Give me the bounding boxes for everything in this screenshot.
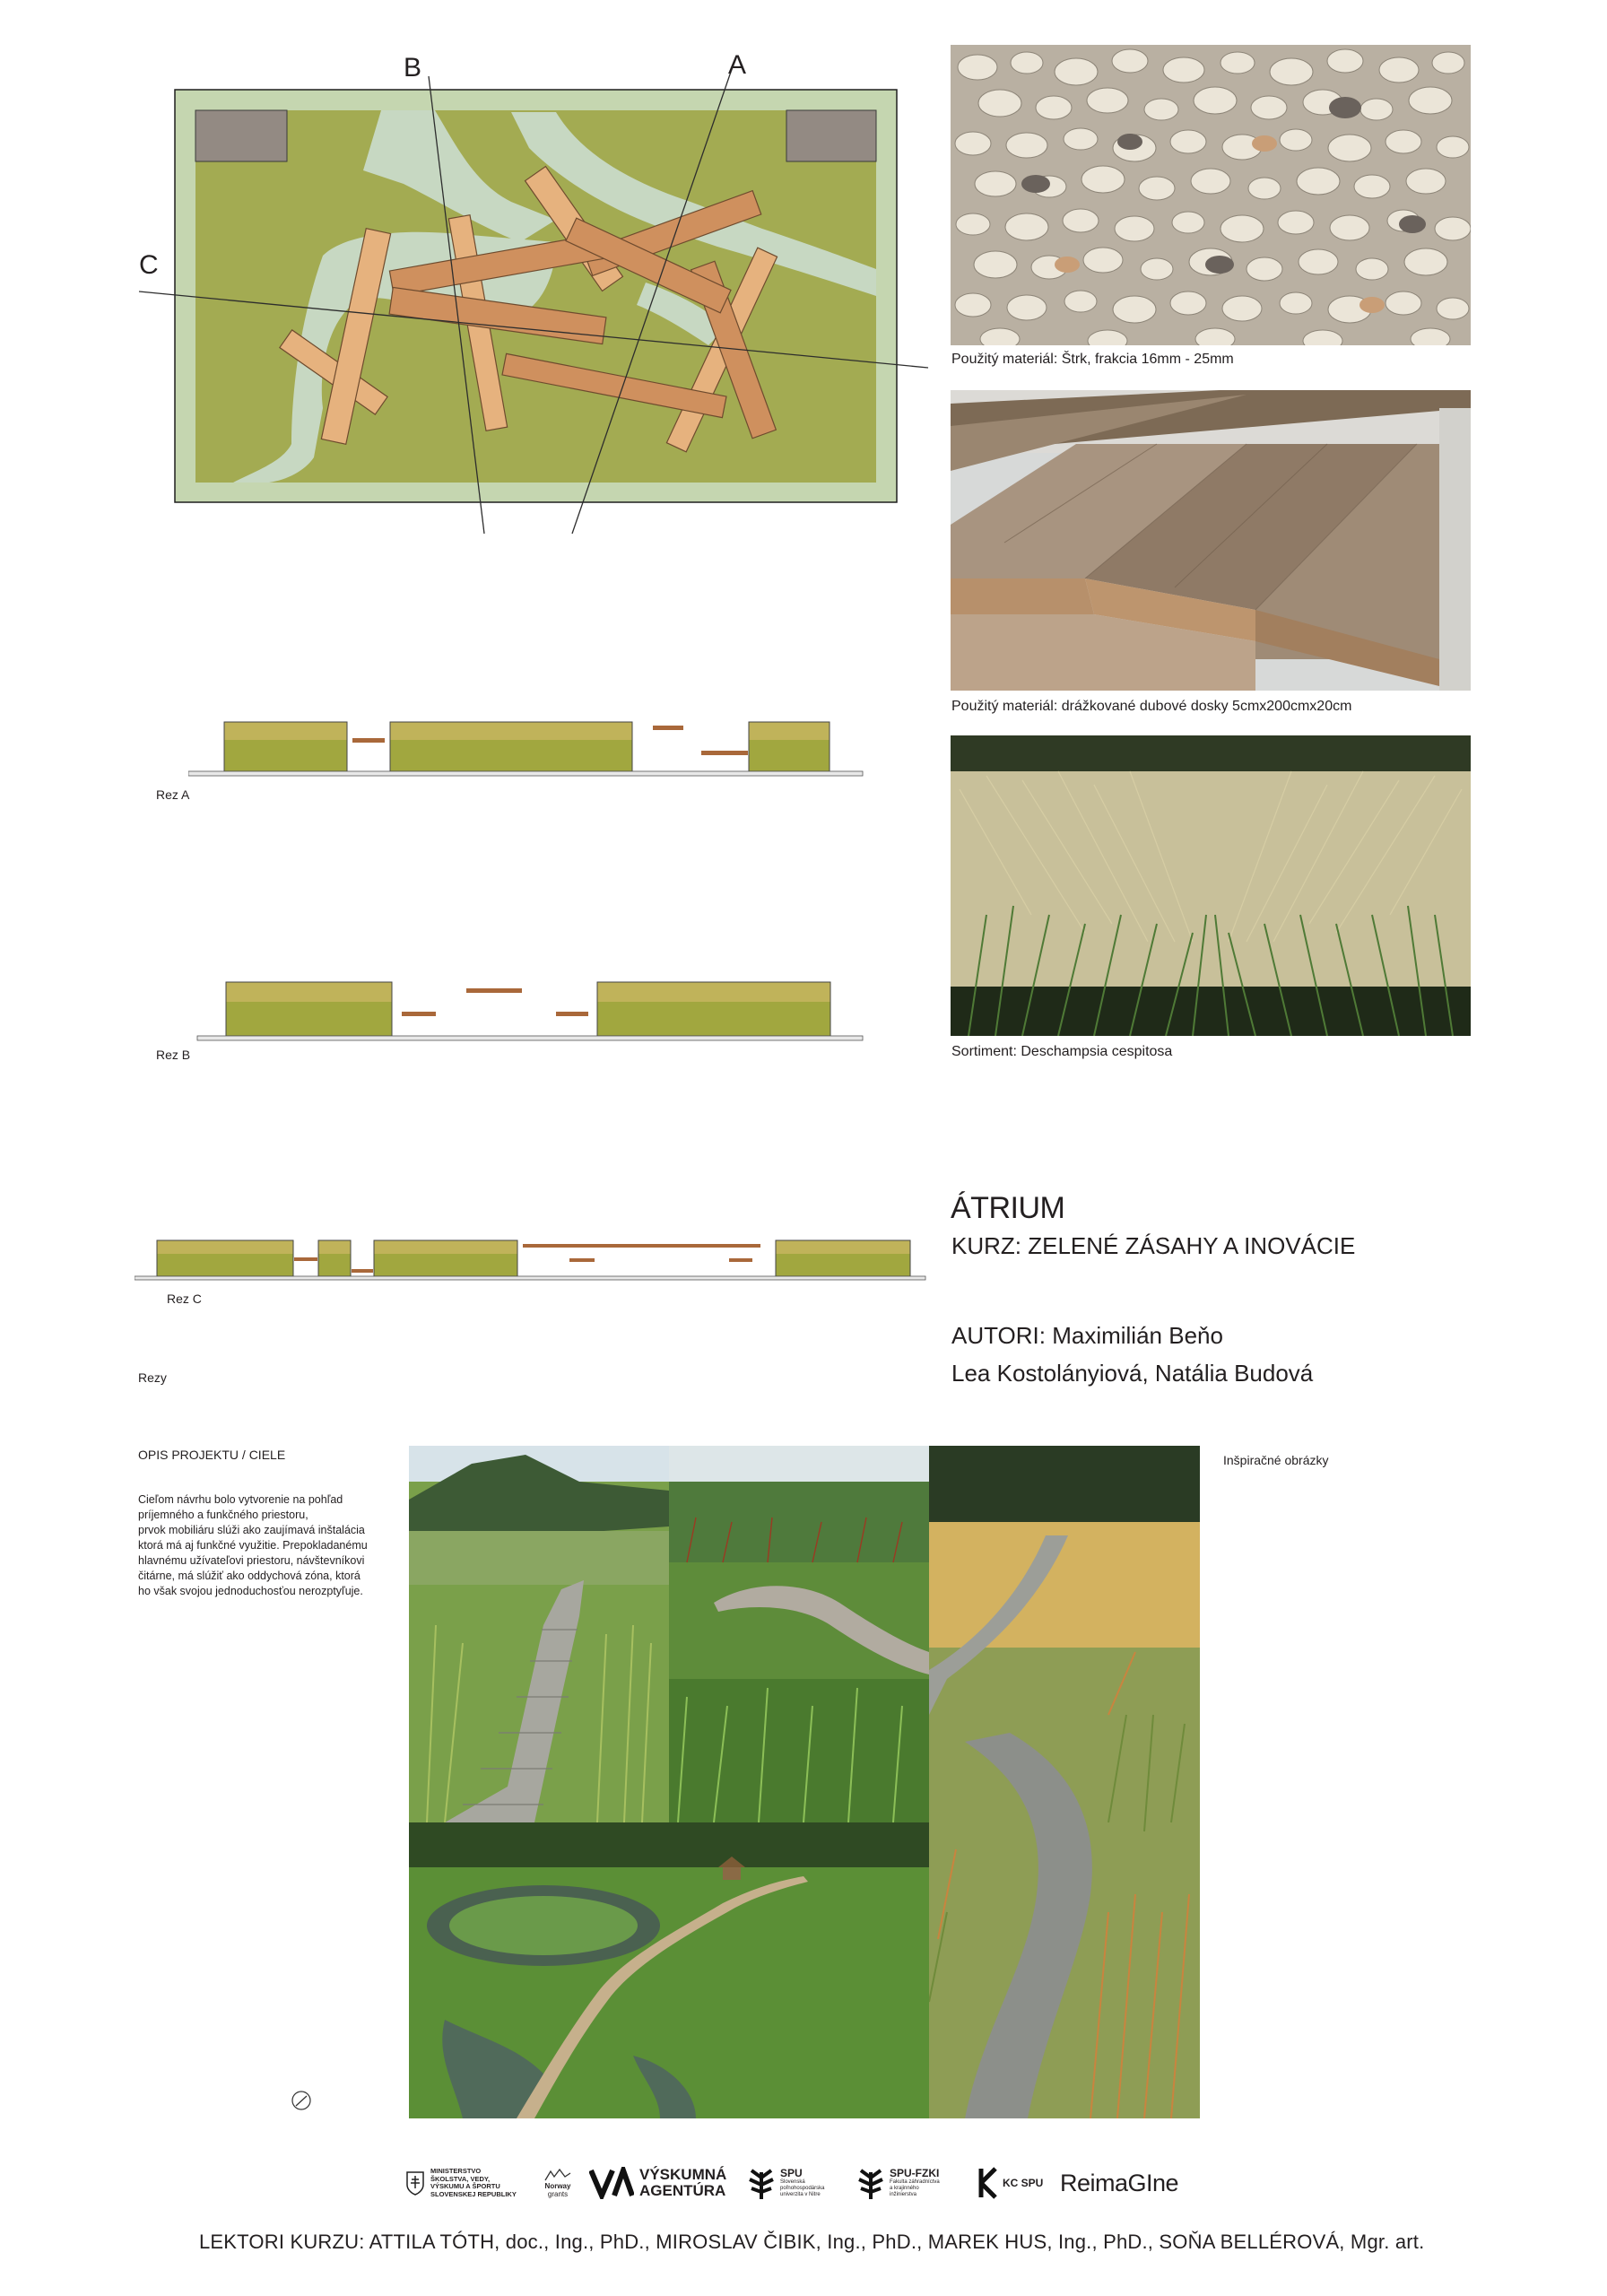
inspiration-label: Inšpiračné obrázky [1223,1453,1329,1467]
spu-fzki-logo [856,2160,963,2206]
section-c-label: Rez C [167,1292,202,1306]
sections-heading: Rezy [138,1370,167,1385]
description-heading: OPIS PROJEKTU / CIELE [138,1448,286,1462]
oak-boards-photo [951,390,1471,691]
spu-text: SPU [780,2167,803,2179]
fzki-line: inžinierstva [890,2192,917,2197]
fzki-line: a krajinného [890,2186,919,2191]
ministry-line: MINISTERSTVO [430,2167,482,2175]
description-line: ho však svojou jednoduchosťou nerozptyľuje. [138,1585,363,1597]
grass-photo [951,735,1471,1036]
section-b-blocks [226,982,830,1036]
reimagine-logo [1060,2160,1177,2206]
description-line: Cieľom návrhu bolo vytvorenie na pohľad [138,1493,343,1506]
agency-line: AGENTÚRA [639,2182,726,2199]
fzki-leaf-icon [856,2165,886,2201]
section-c-drawing [135,1233,933,1287]
description-line: ktorá má aj funkčné využitie. Prepokladanému [138,1539,368,1552]
ministry-line: SLOVENSKEJ REPUBLIKY [430,2189,517,2198]
kc-spu-text: KC SPU [1003,2177,1044,2189]
norway-grants-icon [543,2168,572,2182]
research-agency-logo [589,2160,733,2206]
reimagine-text: ReimaGIne [1060,2169,1179,2196]
section-label-a: A [728,50,747,80]
description-text [138,1492,371,1599]
ministry-line: VÝSKUMU A ŠPORTU [430,2182,500,2190]
section-b-drawing [188,973,870,1045]
ministry-logo [405,2160,531,2206]
inspiration-photo-meadow-path [929,1446,1200,2118]
spu-line: Slovenská [780,2179,805,2185]
spu-line: poľnohospodárska [780,2186,825,2191]
gravel-caption: Použitý materiál: Štrk, frakcia 16mm - 25mm [951,352,1234,367]
plan-stone-right [786,110,876,161]
agency-va-icon [589,2167,634,2199]
section-c-planks [294,1244,760,1273]
agency-line: VÝSKUMNÁ [639,2166,727,2183]
pencil-mark-icon [291,2090,312,2111]
spu-line: univerzita v Nitre [780,2192,821,2197]
section-label-c: C [139,250,159,280]
spu-logo [746,2160,845,2206]
authors-line-1: AUTORI: Maximilián Beňo [951,1322,1223,1349]
oak-boards-caption: Použitý materiál: drážkované dubové dosky 5cmx200cmx20cm [951,699,1352,714]
grass-caption: Sortiment: Deschampsia cespitosa [951,1044,1173,1059]
gravel-photo [951,45,1471,345]
kc-spu-icon [976,2167,999,2199]
plan-stone-left [195,110,287,161]
course-lectors: LEKTORI KURZU: ATTILA TÓTH, doc., Ing., PhD., MIROSLAV ČIBIK, Ing., PhD., MAREK HUS, Ing., PhD., SOŇA BELLÉROVÁ, Mgr. art. [199,2231,1425,2253]
section-c-ground [135,1276,925,1280]
norway-grants-logo [540,2160,576,2206]
section-b-planks [402,988,588,1016]
inspiration-photo-pond-boardwalk [409,1822,929,2118]
project-title: ÁTRIUM [951,1191,1065,1225]
spu-leaf-icon [746,2165,777,2201]
ministry-line: ŠKOLSTVA, VEDY, [430,2174,491,2183]
inspiration-photo-mountain-boardwalk [409,1446,669,1822]
fzki-line: Fakulta záhradníctva [890,2179,940,2185]
section-b-ground [197,1036,863,1040]
section-a-blocks [224,722,830,771]
course-name: KURZ: ZELENÉ ZÁSAHY A INOVÁCIE [951,1232,1356,1259]
description-line: hlavnému užívateľovi priestoru, návštevníkovi [138,1554,365,1567]
section-a-ground [188,771,863,776]
section-label-b: B [404,53,422,83]
inspiration-photo-marsh-boardwalk [669,1446,929,1822]
description-line: prvok mobiliáru slúži ako zaujímavá inštalácia [138,1524,365,1536]
slovak-emblem-icon [405,2170,425,2196]
description-line: čitárne, má slúžiť ako oddychová zóna, ktorá [138,1570,360,1582]
section-b-label: Rez B [156,1048,191,1062]
grants-text: grants [547,2190,569,2198]
section-a-label: Rez A [156,787,190,802]
norway-text: Norway [544,2182,571,2190]
partner-logos [405,2160,1212,2206]
fzki-text: SPU-FZKI [890,2167,940,2179]
description-line: príjemného a funkčného priestoru, [138,1509,308,1521]
site-plan [135,49,924,538]
authors-line-2: Lea Kostolányiová, Natália Budová [951,1360,1314,1387]
section-a-drawing [188,713,870,780]
kc-spu-logo [976,2160,1047,2206]
